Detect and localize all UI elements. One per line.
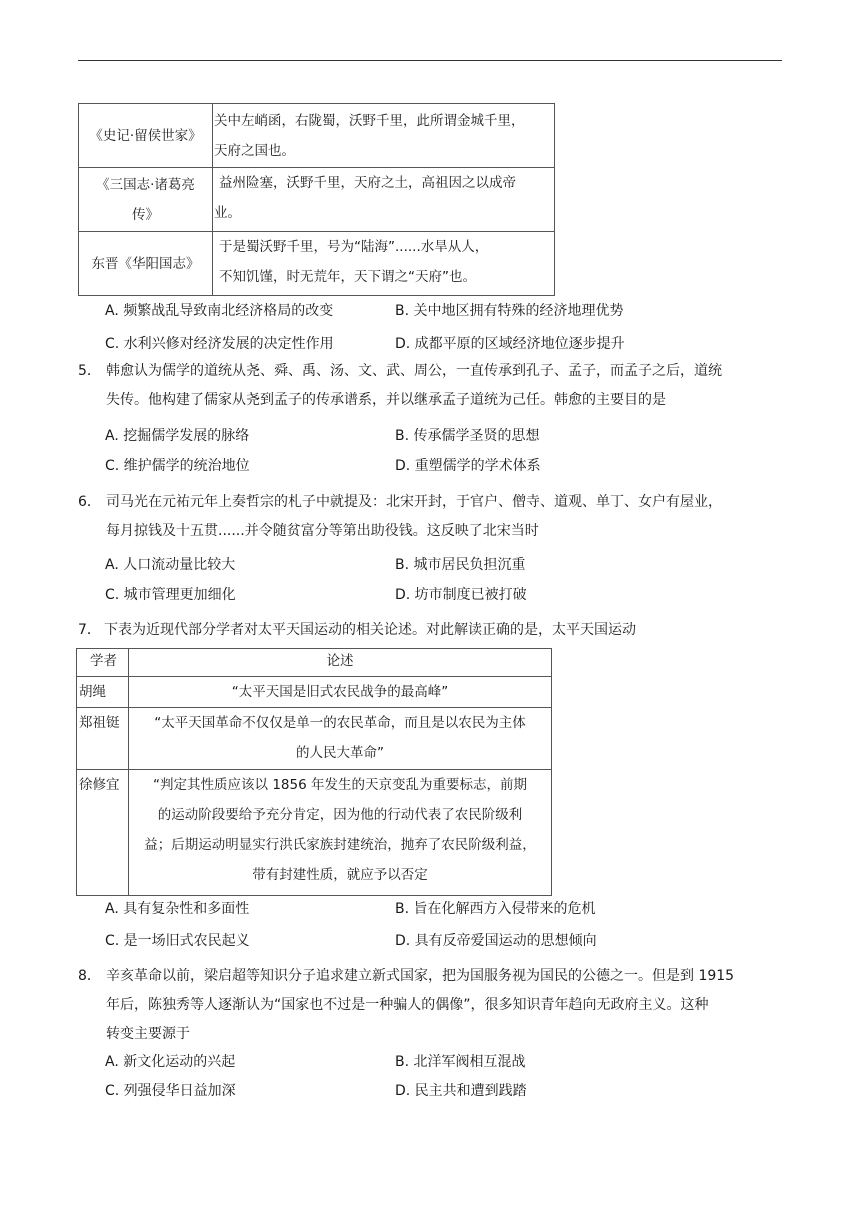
header-label: 学者: [90, 653, 117, 669]
table-row: [77, 708, 552, 770]
question-line: 辛亥革命以前，梁启超等知识分子追求建立新式国家，把为国服务视为国民的公德之一。但是到 1915: [106, 968, 735, 984]
text-cell: [213, 104, 555, 168]
table-row: [77, 677, 552, 708]
table-header-row: [77, 649, 552, 677]
q5-option-a[interactable]: A. 挖掘儒学发展的脉络: [105, 428, 250, 444]
q8-option-a[interactable]: A. 新文化运动的兴起: [105, 1054, 236, 1070]
source-cell: [79, 168, 213, 232]
source-cell: [79, 232, 213, 296]
question-line: 年后，陈独秀等人逐渐认为“国家也不过是一种骗人的偶像”，很多知识青年趋向无政府主义。这种: [106, 997, 709, 1013]
source-line: 《三国志·诸葛亮: [96, 176, 195, 193]
q7-option-d[interactable]: D. 具有反帝爱国运动的思想倾向: [395, 933, 597, 949]
statement-cell: [129, 677, 552, 708]
header-statement: [129, 649, 552, 677]
header-rule: [78, 60, 782, 61]
q7-option-a[interactable]: A. 具有复杂性和多面性: [105, 901, 250, 917]
q6-option-a[interactable]: A. 人口流动量比较大: [105, 557, 236, 573]
question-8: [78, 962, 784, 1049]
source-name: 《史记·留侯世家》: [89, 127, 202, 144]
text-line: 天府之国也。: [214, 143, 295, 159]
text-cell: [213, 232, 555, 296]
text-line: 关中左峭函，右陇蜀，沃野千里，此所谓金城千里，: [214, 113, 525, 129]
table-row: [79, 232, 555, 296]
q4-option-c[interactable]: C. 水利兴修对经济发展的决定性作用: [105, 336, 334, 352]
statement-line: 带有封建性质，就应予以否定: [252, 867, 428, 883]
q5-option-c[interactable]: C. 维护儒学的统治地位: [105, 458, 250, 474]
question-number: 7．: [78, 622, 101, 638]
question-6: [78, 488, 784, 546]
scholars-table: [76, 648, 552, 896]
statement-line: 的人民大革命”: [296, 745, 384, 761]
question-7: [78, 616, 784, 645]
scholar-cell: [77, 708, 129, 770]
q4-option-a[interactable]: A. 频繁战乱导致南北经济格局的改变: [105, 303, 334, 319]
statement-cell: [129, 770, 552, 896]
statement-line: 益；后期运动明显实行洪氏家族封建统治，抛弃了农民阶级利益，: [144, 837, 536, 853]
q5-option-d[interactable]: D. 重塑儒学的学术体系: [395, 458, 541, 474]
question-5: [78, 357, 784, 415]
statement-cell: [129, 708, 552, 770]
text-line: 业。: [214, 205, 241, 221]
source-cell: [79, 104, 213, 168]
text-cell: [213, 168, 555, 232]
text-line: 于是蜀沃野千里，号为“陆海”......水旱从人，: [219, 239, 489, 255]
question-number: 8．: [78, 968, 101, 984]
scholar-name: 徐修宜: [79, 777, 120, 793]
statement-line: “太平天国革命不仅仅是单一的农民革命，而且是以农民为主体: [154, 715, 526, 731]
q4-option-d[interactable]: D. 成都平原的区域经济地位逐步提升: [395, 336, 625, 352]
q7-option-b[interactable]: B. 旨在化解西方入侵带来的危机: [395, 901, 596, 917]
q6-option-d[interactable]: D. 坊市制度已被打破: [395, 587, 527, 603]
scholar-cell: [77, 677, 129, 708]
q6-option-c[interactable]: C. 城市管理更加细化: [105, 587, 236, 603]
q4-option-b[interactable]: B. 关中地区拥有特殊的经济地理优势: [395, 303, 624, 319]
question-stem: 下表为近现代部分学者对太平天国运动的相关论述。对此解读正确的是，太平天国运动: [104, 622, 636, 638]
header-label: 论述: [326, 653, 354, 669]
q8-option-c[interactable]: C. 列强侵华日益加深: [105, 1083, 236, 1099]
text-line: 不知饥馑，时无荒年，天下谓之“天府”也。: [219, 269, 476, 285]
table-row: [79, 168, 555, 232]
source-line: 传》: [132, 206, 159, 223]
statement-line: 的运动阶段要给予充分肯定，因为他的行动代表了农民阶级利: [157, 807, 523, 823]
statement-line: “判定其性质应该以 1856 年发生的天京变乱为重要标志，前期: [153, 777, 527, 793]
question-number: 5．: [78, 363, 101, 379]
question-line: 每月掠钱及十五贯......并令随贫富分等第出助役钱。这反映了北宋当时: [106, 523, 539, 539]
statement-line: “太平天国是旧式农民战争的最高峰”: [231, 684, 449, 700]
question-line: 失传。他构建了儒家从尧到孟子的传承谱系，并以继承孟子道统为己任。韩愈的主要目的是: [106, 392, 666, 408]
table-row: [77, 770, 552, 896]
scholar-name: 郑祖铤: [79, 715, 120, 731]
scholar-name: 胡绳: [79, 684, 106, 700]
q8-option-d[interactable]: D. 民主共和遭到践踏: [395, 1083, 527, 1099]
text-line: 益州险塞，沃野千里，天府之土，高祖因之以成帝: [219, 175, 516, 191]
source-name: 东晋《华阳国志》: [91, 255, 200, 272]
header-scholar: [77, 649, 129, 677]
sources-table: [78, 103, 555, 296]
table-row: [79, 104, 555, 168]
question-line: 韩愈认为儒学的道统从尧、舜、禹、汤、文、武、周公，一直传承到孔子、孟子，而孟子之后，道统: [106, 363, 722, 379]
question-line: 转变主要源于: [106, 1026, 190, 1042]
question-line: 司马光在元祐元年上奏哲宗的札子中就提及：北宋开封，于官户、僧寺、道观、单丁、女户有屋业，: [106, 494, 722, 510]
scholar-cell: [77, 770, 129, 896]
q7-option-c[interactable]: C. 是一场旧式农民起义: [105, 933, 250, 949]
q5-option-b[interactable]: B. 传承儒学圣贤的思想: [395, 428, 540, 444]
question-number: 6．: [78, 494, 101, 510]
q6-option-b[interactable]: B. 城市居民负担沉重: [395, 557, 526, 573]
q8-option-b[interactable]: B. 北洋军阀相互混战: [395, 1054, 526, 1070]
